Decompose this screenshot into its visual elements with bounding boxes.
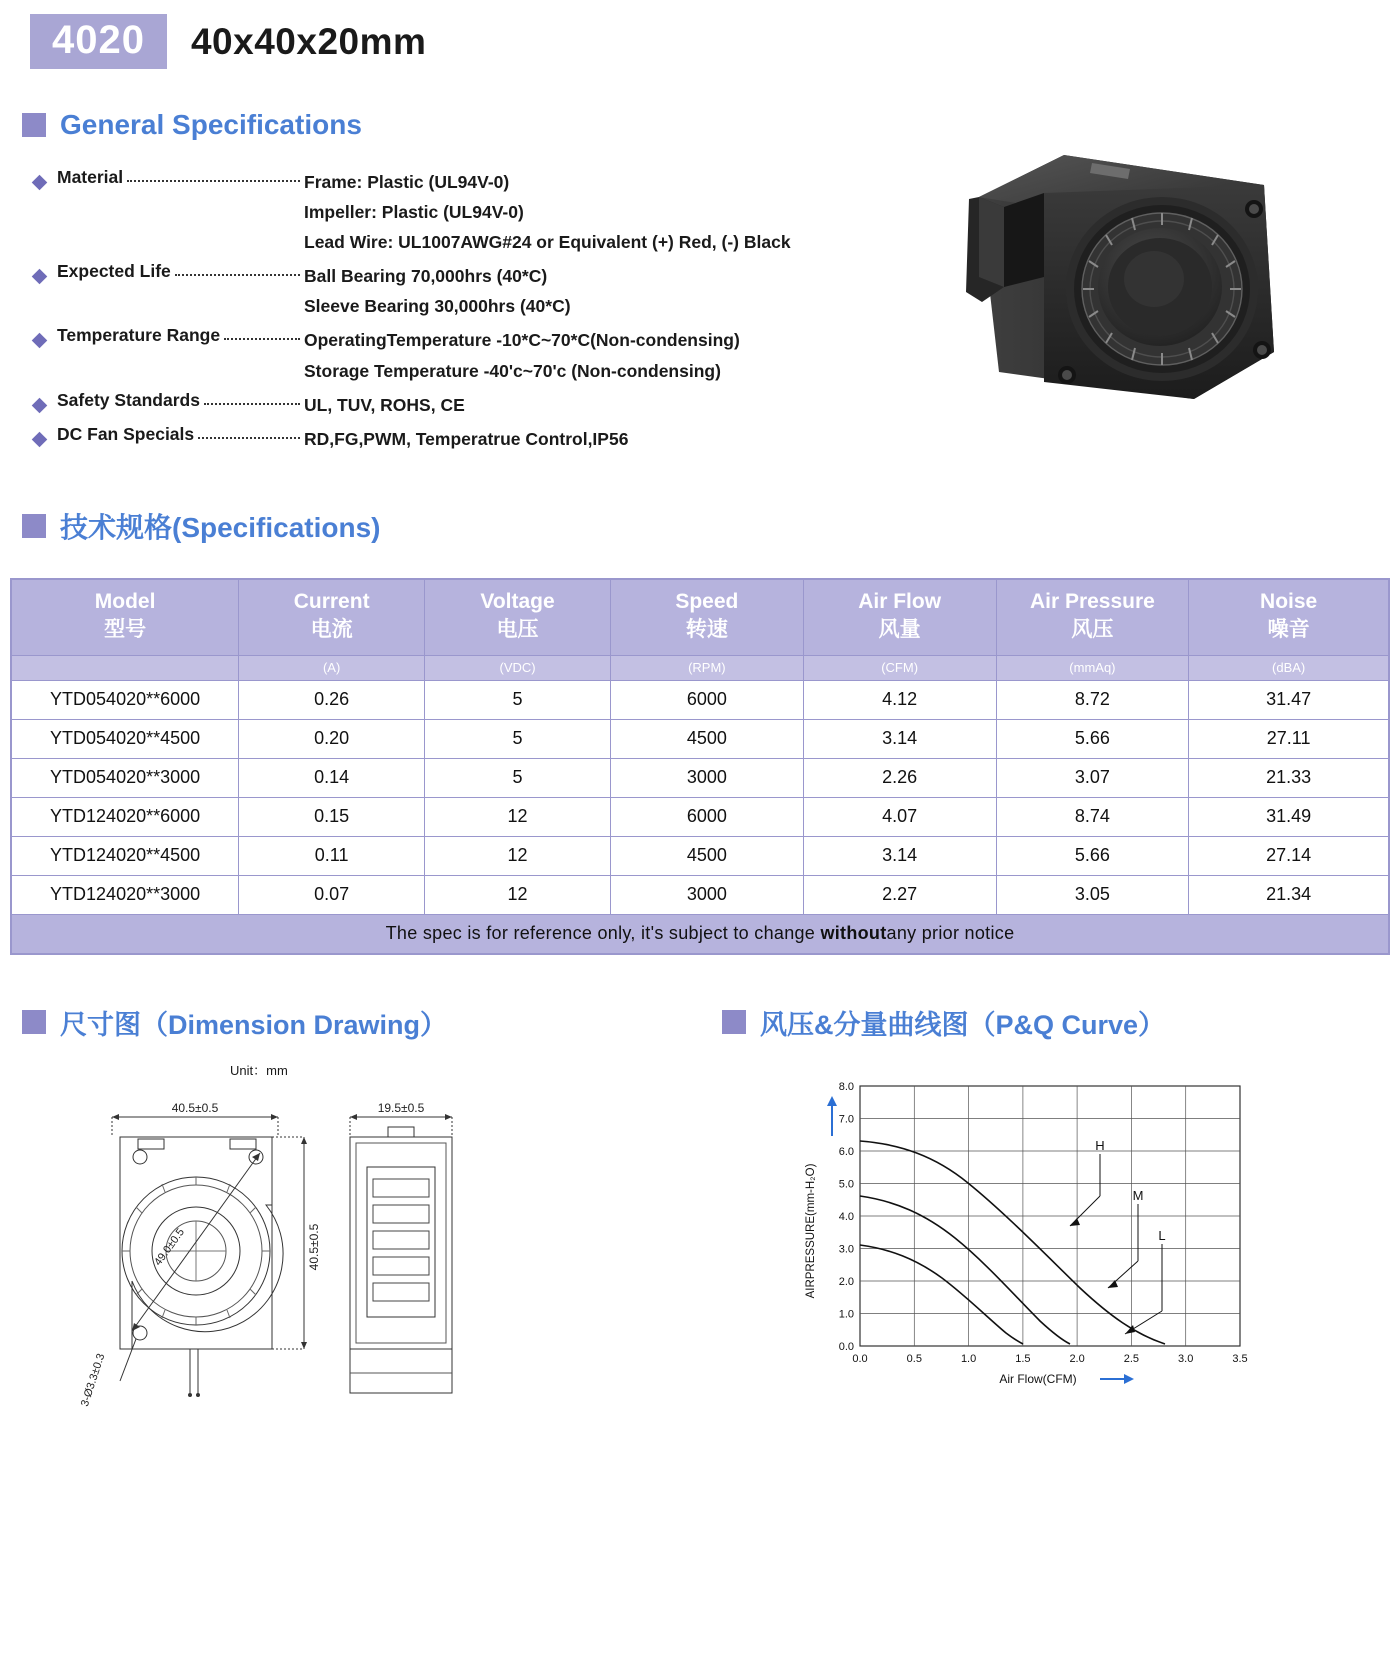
spec-values bbox=[304, 424, 628, 454]
cell-airpressure: 8.72 bbox=[996, 680, 1189, 719]
table-note-row bbox=[12, 914, 1389, 953]
fan-product-image bbox=[944, 137, 1304, 458]
dot-leader bbox=[198, 425, 300, 439]
column-header-en: Air Flow bbox=[858, 589, 942, 613]
table-row bbox=[12, 719, 1389, 758]
cell-airpressure: 8.74 bbox=[996, 797, 1189, 836]
cell-speed: 6000 bbox=[610, 797, 803, 836]
cell-voltage: 12 bbox=[425, 836, 611, 875]
spec-label: DC Fan Specials bbox=[57, 423, 195, 444]
table-row bbox=[12, 836, 1389, 875]
cell-model: YTD124020**6000 bbox=[12, 797, 239, 836]
cell-noise: 31.47 bbox=[1189, 680, 1389, 719]
spec-values bbox=[304, 261, 571, 321]
spec-values bbox=[304, 325, 740, 385]
spec-label-wrap bbox=[34, 424, 304, 445]
ytick: 6.0 bbox=[838, 1145, 854, 1158]
note-post: any prior notice bbox=[886, 922, 1015, 943]
spec-value: RD,FG,PWM, Temperatrue Control,IP56 bbox=[304, 428, 629, 449]
table-row bbox=[12, 875, 1389, 914]
cell-airflow: 3.14 bbox=[803, 719, 996, 758]
unit-airpressure: (mmAq) bbox=[996, 655, 1189, 680]
dot-leader bbox=[224, 326, 300, 340]
diamond-bullet-icon bbox=[32, 431, 48, 447]
legend-h: H bbox=[1095, 1137, 1105, 1153]
bottom-sections bbox=[0, 1003, 1400, 1411]
technical-specifications-heading bbox=[22, 506, 1400, 546]
cell-speed: 3000 bbox=[610, 758, 803, 797]
cell-model: YTD054020**4500 bbox=[12, 719, 239, 758]
cell-current: 0.26 bbox=[239, 680, 425, 719]
spec-label-wrap bbox=[34, 390, 304, 411]
dot-leader bbox=[127, 168, 300, 182]
cell-voltage: 12 bbox=[425, 875, 611, 914]
section-marker-icon bbox=[22, 113, 46, 137]
unit-label: Unit：mm bbox=[230, 1062, 288, 1078]
spec-value: Sleeve Bearing 30,000hrs (40*C) bbox=[304, 296, 571, 317]
spec-row-safety-standards bbox=[34, 390, 934, 420]
diamond-bullet-icon bbox=[32, 397, 48, 413]
cell-current: 0.20 bbox=[239, 719, 425, 758]
section-marker-icon bbox=[22, 514, 46, 538]
cell-airflow: 2.27 bbox=[803, 875, 996, 914]
table-header-row bbox=[12, 579, 1389, 655]
unit-voltage: (VDC) bbox=[425, 655, 611, 680]
table-unit-row bbox=[12, 655, 1389, 680]
table-note bbox=[12, 914, 1389, 953]
ytick: 7.0 bbox=[838, 1113, 854, 1126]
cell-airflow: 4.07 bbox=[803, 797, 996, 836]
cell-model: YTD124020**3000 bbox=[12, 875, 239, 914]
spec-values bbox=[304, 390, 465, 420]
unit-noise: (dBA) bbox=[1189, 655, 1389, 680]
dimension-drawing-svg bbox=[60, 1081, 660, 1411]
dim-label-width: 40.5±0.5 bbox=[171, 1100, 219, 1115]
spec-row-temperature-range bbox=[34, 325, 934, 385]
section-title-dimension: 尺寸图（Dimension Drawing） bbox=[60, 1009, 448, 1040]
cell-current: 0.07 bbox=[239, 875, 425, 914]
spec-value: Ball Bearing 70,000hrs (40*C) bbox=[304, 266, 548, 287]
dot-leader bbox=[175, 262, 300, 276]
diamond-bullet-icon bbox=[32, 269, 48, 285]
spec-value: Lead Wire: UL1007AWG#24 or Equivalent (+) Red, (-) Black bbox=[304, 232, 791, 253]
dim-label-height: 40.5±0.5 bbox=[307, 1223, 321, 1270]
legend-m: M bbox=[1132, 1187, 1144, 1203]
cell-noise: 27.14 bbox=[1189, 836, 1389, 875]
page-header bbox=[0, 0, 1400, 69]
unit-speed: (RPM) bbox=[610, 655, 803, 680]
pq-chart bbox=[700, 1056, 1400, 1396]
column-header-en: Air Pressure bbox=[1029, 589, 1155, 613]
column-header-cn: 风压 bbox=[1071, 618, 1114, 642]
column-header-cn: 电压 bbox=[496, 618, 539, 642]
dim-label-depth: 19.5±0.5 bbox=[377, 1100, 425, 1115]
dim-label-holes: 3-Ø3.3±0.3 bbox=[78, 1351, 108, 1408]
cell-airflow: 4.12 bbox=[803, 680, 996, 719]
section-marker-icon bbox=[722, 1010, 746, 1034]
column-header-airflow bbox=[803, 579, 996, 655]
cell-voltage: 5 bbox=[425, 680, 611, 719]
cell-model: YTD124020**4500 bbox=[12, 836, 239, 875]
pq-heading bbox=[722, 1003, 1400, 1042]
spec-list bbox=[34, 167, 934, 458]
xtick: 0.0 bbox=[852, 1352, 868, 1365]
column-header-speed bbox=[610, 579, 803, 655]
model-badge: 4020 bbox=[30, 14, 167, 69]
y-axis-label: AIRPRESSURE(mm-H₂O) bbox=[805, 1163, 817, 1298]
diamond-bullet-icon bbox=[32, 175, 48, 191]
cell-airpressure: 5.66 bbox=[996, 719, 1189, 758]
cell-model: YTD054020**3000 bbox=[12, 758, 239, 797]
cell-airpressure: 5.66 bbox=[996, 836, 1189, 875]
column-header-cn: 风量 bbox=[878, 618, 921, 642]
cell-noise: 21.34 bbox=[1189, 875, 1389, 914]
column-header-en: Voltage bbox=[480, 589, 555, 613]
table-row bbox=[12, 758, 1389, 797]
table-row bbox=[12, 680, 1389, 719]
blower-fan-illustration bbox=[944, 137, 1304, 437]
dimension-heading bbox=[22, 1003, 700, 1042]
section-title-general: General Specifications bbox=[60, 109, 362, 140]
spec-value: Impeller: Plastic (UL94V-0) bbox=[304, 202, 524, 223]
xtick: 1.0 bbox=[960, 1352, 977, 1365]
ytick: 8.0 bbox=[838, 1080, 854, 1093]
spec-value: UL, TUV, ROHS, CE bbox=[304, 394, 465, 415]
cell-airflow: 3.14 bbox=[803, 836, 996, 875]
column-header-airpressure bbox=[996, 579, 1189, 655]
pq-curve-section bbox=[700, 1003, 1400, 1411]
cell-current: 0.15 bbox=[239, 797, 425, 836]
cell-speed: 4500 bbox=[610, 719, 803, 758]
cell-airflow: 2.26 bbox=[803, 758, 996, 797]
spec-label: Material bbox=[57, 167, 124, 187]
column-header-current bbox=[239, 579, 425, 655]
ytick: 5.0 bbox=[838, 1178, 854, 1191]
dot-leader bbox=[204, 391, 300, 405]
spec-label-wrap bbox=[34, 167, 304, 188]
cell-voltage: 12 bbox=[425, 797, 611, 836]
cell-speed: 3000 bbox=[610, 875, 803, 914]
ytick: 3.0 bbox=[838, 1243, 854, 1256]
spec-row-expected-life bbox=[34, 261, 934, 321]
column-header-en: Speed bbox=[675, 589, 739, 613]
page-title: 40x40x20mm bbox=[190, 20, 427, 62]
spec-row-material bbox=[34, 167, 934, 257]
spec-label: Safety Standards bbox=[57, 389, 200, 410]
spec-value: OperatingTemperature -10*C~70*C(Non-condensing) bbox=[304, 330, 740, 351]
legend-l: L bbox=[1158, 1227, 1166, 1243]
spec-row-dc-fan-specials bbox=[34, 424, 934, 454]
cell-speed: 4500 bbox=[610, 836, 803, 875]
dimension-drawing bbox=[0, 1060, 700, 1411]
spec-value: Frame: Plastic (UL94V-0) bbox=[304, 172, 510, 192]
spec-label-wrap bbox=[34, 325, 304, 346]
cell-current: 0.14 bbox=[239, 758, 425, 797]
spec-label: Temperature Range bbox=[57, 325, 221, 346]
spec-label: Expected Life bbox=[57, 261, 171, 282]
cell-current: 0.11 bbox=[239, 836, 425, 875]
spec-values bbox=[304, 167, 791, 257]
xtick: 0.5 bbox=[906, 1352, 922, 1365]
column-header-en: Model bbox=[94, 589, 156, 613]
note-pre: The spec is for reference only, it's subject to change bbox=[385, 922, 821, 943]
cell-airpressure: 3.05 bbox=[996, 875, 1189, 914]
pq-curve-svg bbox=[770, 1056, 1330, 1396]
general-specifications-body bbox=[0, 167, 1400, 458]
column-header-cn: 型号 bbox=[104, 618, 147, 642]
note-bold: without bbox=[820, 922, 887, 943]
section-marker-icon bbox=[22, 1010, 46, 1034]
specifications-table bbox=[11, 579, 1389, 954]
column-header-en: Current bbox=[293, 589, 370, 613]
column-header-voltage bbox=[425, 579, 611, 655]
xtick: 2.5 bbox=[1123, 1352, 1140, 1365]
spec-value: Storage Temperature -40'c~70'c (Non-condensing) bbox=[304, 360, 721, 381]
cell-voltage: 5 bbox=[425, 719, 611, 758]
cell-noise: 21.33 bbox=[1189, 758, 1389, 797]
cell-airpressure: 3.07 bbox=[996, 758, 1189, 797]
unit-current: (A) bbox=[239, 655, 425, 680]
cell-voltage: 5 bbox=[425, 758, 611, 797]
ytick: 1.0 bbox=[838, 1308, 854, 1321]
section-title-tech: 技术规格(Specifications) bbox=[60, 511, 381, 543]
x-axis-label: Air Flow(CFM) bbox=[999, 1371, 1077, 1386]
column-header-cn: 电流 bbox=[310, 618, 353, 642]
dim-label-diagonal: 49.0±0.5 bbox=[152, 1225, 187, 1268]
unit-model bbox=[12, 655, 239, 680]
xtick: 1.5 bbox=[1015, 1352, 1031, 1365]
cell-noise: 31.49 bbox=[1189, 797, 1389, 836]
column-header-cn: 转速 bbox=[685, 618, 728, 642]
cell-noise: 27.11 bbox=[1189, 719, 1389, 758]
ytick: 2.0 bbox=[838, 1275, 854, 1288]
spec-label-wrap bbox=[34, 261, 304, 282]
cell-model: YTD054020**6000 bbox=[12, 680, 239, 719]
table-row bbox=[12, 797, 1389, 836]
xtick: 3.0 bbox=[1178, 1352, 1194, 1365]
column-header-en: Noise bbox=[1260, 589, 1318, 613]
column-header-noise bbox=[1189, 579, 1389, 655]
column-header-model bbox=[12, 579, 239, 655]
ytick: 0.0 bbox=[838, 1340, 854, 1353]
specifications-table-wrap bbox=[10, 578, 1390, 955]
xtick: 3.5 bbox=[1232, 1352, 1248, 1365]
dimension-section bbox=[0, 1003, 700, 1411]
ytick: 4.0 bbox=[838, 1210, 854, 1223]
cell-speed: 6000 bbox=[610, 680, 803, 719]
section-title-pq: 风压&分量曲线图（P&Q Curve） bbox=[760, 1009, 1166, 1040]
column-header-cn: 噪音 bbox=[1267, 618, 1310, 642]
unit-airflow: (CFM) bbox=[803, 655, 996, 680]
diamond-bullet-icon bbox=[32, 333, 48, 349]
xtick: 2.0 bbox=[1069, 1352, 1085, 1365]
